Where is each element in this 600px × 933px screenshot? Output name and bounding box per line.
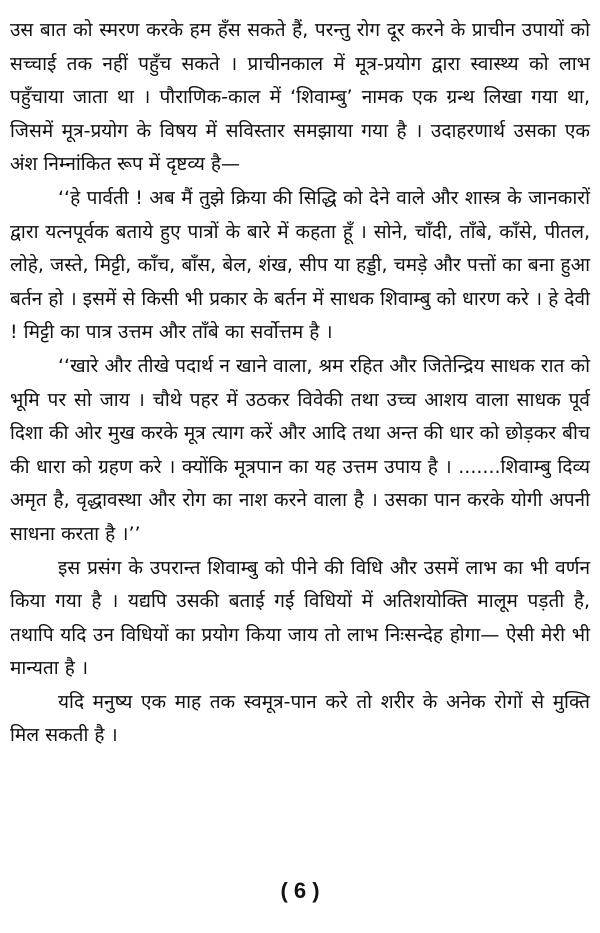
paragraph-conclusion: यदि मनुष्य एक माह तक स्वमूत्र-पान करे तो शरीर के अनेक रोगों से मुक्ति मिल सकती है । <box>10 690 590 747</box>
page-number: ( 6 ) <box>280 878 320 903</box>
page-body <box>10 14 590 753</box>
paragraph-commentary: इस प्रसंग के उपरान्त शिवाम्बु को पीने की विधि और उसमें लाभ का भी वर्णन किया गया है । यद्यपि उसकी बताई गई विधियों में अतिशयोक्ति मालूम पड़ती है, तथापि यदि उन विधियों का प्रयोग किया जाय तो लाभ निःसन्देह होगा— ऐसी मेरी भी मान्यता है । <box>10 556 590 680</box>
paragraph-intro: उस बात को स्मरण करके हम हँस सकते हैं, परन्तु रोग दूर करने के प्राचीन उपायों को सच्चाई तक नहीं पहुँच सकते । प्राचीनकाल में मूत्र-प्रयोग द्वारा स्वास्थ्य को लाभ पहुँचाया जाता था । पौराणिक-काल में ‘शिवाम्बु’ नामक एक ग्रन्थ लिखा गया था, जिसमें मूत्र-प्रयोग के विषय में सविस्तार समझाया गया है । उदाहरणार्थ उसका एक अंश निम्नांकित रूप में दृष्टव्य है— <box>10 19 590 176</box>
paragraph-quote-vessels: ‘‘हे पार्वती ! अब मैं तुझे क्रिया की सिद्धि को देने वाले और शास्त्र के जानकारों द्वारा यत्नपूर्वक बताये हुए पात्रों के बारे में कहता हूँ । सोने, चाँदी, ताँबे, काँसे, पीतल, लोहे, जस्ते, मिट्टी, काँच, बाँस, बेल, शंख, सीप या हड्डी, चमड़े और पत्तों का बना हुआ बर्तन हो । इसमें से किसी भी प्रकार के बर्तन में साधक शिवाम्बु को धारण करे । हे देवी ! मिट्टी का पात्र उत्तम और ताँबे का सर्वोत्तम है । <box>10 186 590 344</box>
paragraph-quote-method: ‘‘खारे और तीखे पदार्थ न खाने वाला, श्रम रहित और जितेन्द्रिय साधक रात को भूमि पर सो जाय । चौथे पहर में उठकर विवेकी तथा उच्च आशय वाला साधक पूर्व दिशा की ओर मुख करके मूत्र त्याग करें और आदि तथा अन्त की धार को छोड़कर बीच की धारा को ग्रहण करे । क्योंकि मूत्रपान का यह उत्तम उपाय है । .......शिवाम्बु दिव्य अमृत है, वृद्धावस्था और रोग का नाश करने वाला है । उसका पान करके योगी अपनी साधना करता है ।’’ <box>10 354 590 545</box>
